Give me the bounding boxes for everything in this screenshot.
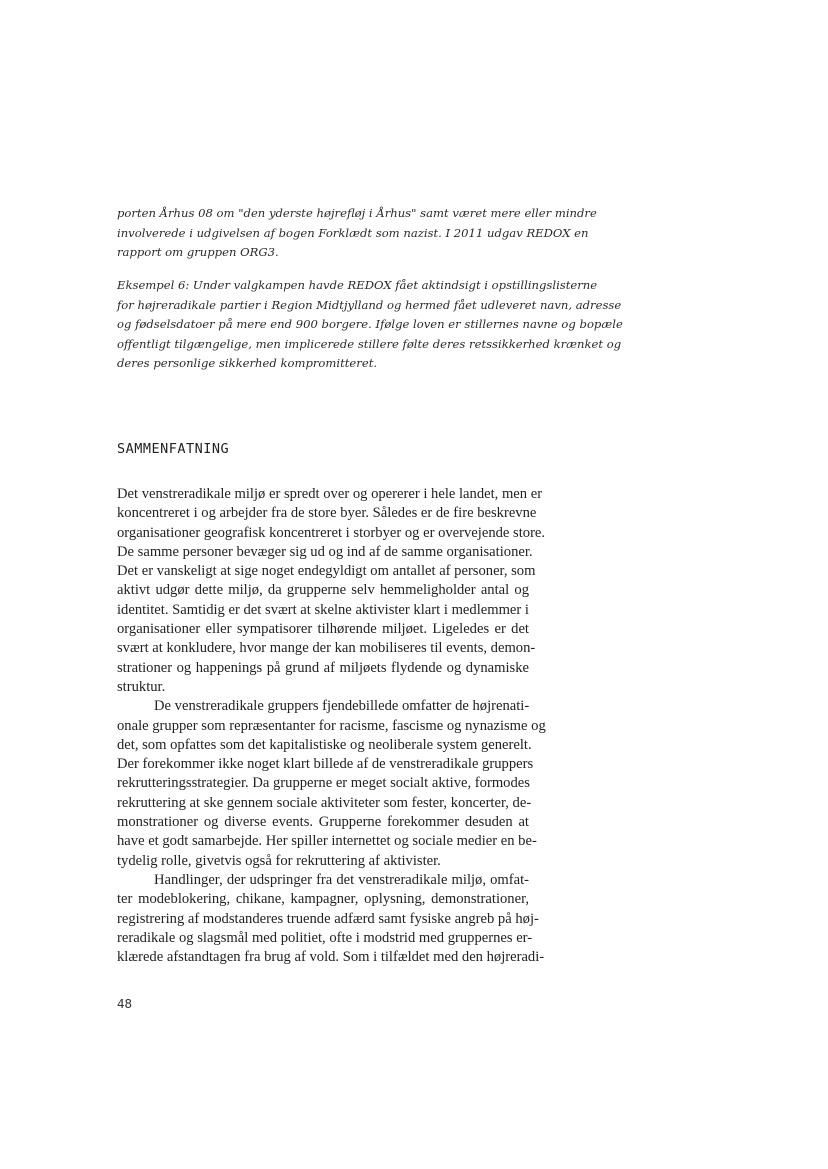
section-heading: SAMMENFATNING <box>117 441 230 457</box>
text-line: rekrutteringsstrategier. Da grupperne er meget socialt aktive, formodes <box>117 775 530 792</box>
text-line: monstrationer og diverse events. Grupperne forekommer desuden at <box>117 814 529 831</box>
paragraph-3 <box>117 871 545 967</box>
text-line: klærede afstandtagen fra brug af vold. Som i tilfældet med den højreradi- <box>117 949 545 966</box>
text-line: koncentreret i og arbejder fra de store byer. Således er de fire beskrevne <box>117 505 537 522</box>
text-line: og fødselsdatoer på mere end 900 borgere. Ifølge loven er stillernes navne og bopæle <box>117 317 623 331</box>
text-line: aktivt udgør dette miljø, da grupperne selv hemmeligholder antal og <box>117 582 529 599</box>
text-line: strationer og happenings på grund af miljøets flydende og dynamiske <box>117 659 529 676</box>
text-line: deres personlige sikkerhed kompromitteret. <box>117 356 378 370</box>
text-line: involverede i udgivelsen af bogen Forklædt som nazist. I 2011 udgav REDOX en <box>117 225 589 240</box>
text-line: registrering af modstanderes truende adfærd samt fysiske angreb på høj- <box>117 910 539 927</box>
text-line: Der forekommer ikke noget klart billede af de venstreradikale gruppers <box>117 756 534 773</box>
text-line: De venstreradikale gruppers fjendebillede omfatter de højrenati- <box>154 698 530 715</box>
text-line: Eksempel 6: Under valgkampen havde REDOX fået aktindsigt i opstillingslisterne <box>117 278 598 292</box>
text-line: porten Århus 08 om "den yderste højrefløj i Århus" samt været mere eller mindre <box>117 206 597 220</box>
paragraph-2 <box>117 697 546 871</box>
page-number: 48 <box>117 996 133 1011</box>
text-line: De samme personer bevæger sig ud og ind af de samme organisationer. <box>117 543 533 560</box>
footnote-example-5-continued <box>117 204 597 263</box>
text-line: reradikale og slagsmål med politiet, ofte i modstrid med gruppernes er- <box>117 929 533 946</box>
text-line: struktur. <box>117 678 166 695</box>
text-line: Det venstreradikale miljø er spredt over og opererer i hele landet, men er <box>117 486 543 502</box>
text-line: organisationer eller sympatisorer tilhørende miljøet. Ligeledes er det <box>117 621 529 638</box>
text-line: Det er vanskeligt at sige noget endegyldigt om antallet af personer, som <box>117 563 536 580</box>
text-line: have et godt samarbejde. Her spiller internettet og sociale medier en be- <box>117 833 537 850</box>
text-line: for højreradikale partier i Region Midtjylland og hermed fået udleveret navn, adresse <box>117 297 622 312</box>
text-line: Handlinger, der udspringer fra det venstreradikale miljø, omfat- <box>154 871 529 888</box>
text-line: organisationer geografisk koncentreret i storbyer og er overvejende store. <box>117 524 546 541</box>
text-line: identitet. Samtidig er det svært at skelne aktivister klart i medlemmer i <box>117 601 529 618</box>
text-line: svært at konkludere, hvor mange der kan mobiliseres til events, demon- <box>117 640 536 657</box>
text-line: tydelig rolle, givetvis også for rekruttering af aktivister. <box>117 852 441 869</box>
text-line: offentligt tilgængelige, men implicerede stillere følte deres retssikkerhed krænket og <box>117 336 622 351</box>
text-line: rekruttering at ske gennem sociale aktiviteter som fester, koncerter, de- <box>117 794 532 811</box>
footnote-example-6 <box>117 276 623 374</box>
text-line: onale grupper som repræsentanter for racisme, fascisme og nynazisme og <box>117 717 546 734</box>
text-line: ter modeblokering, chikane, kampagner, oplysning, demonstrationer, <box>117 891 529 908</box>
paragraph-1 <box>117 485 546 697</box>
text-line: rapport om gruppen ORG3. <box>117 245 279 259</box>
text-line: det, som opfattes som det kapitalistiske og neoliberale system generelt. <box>117 736 532 753</box>
summary-body <box>117 485 546 967</box>
